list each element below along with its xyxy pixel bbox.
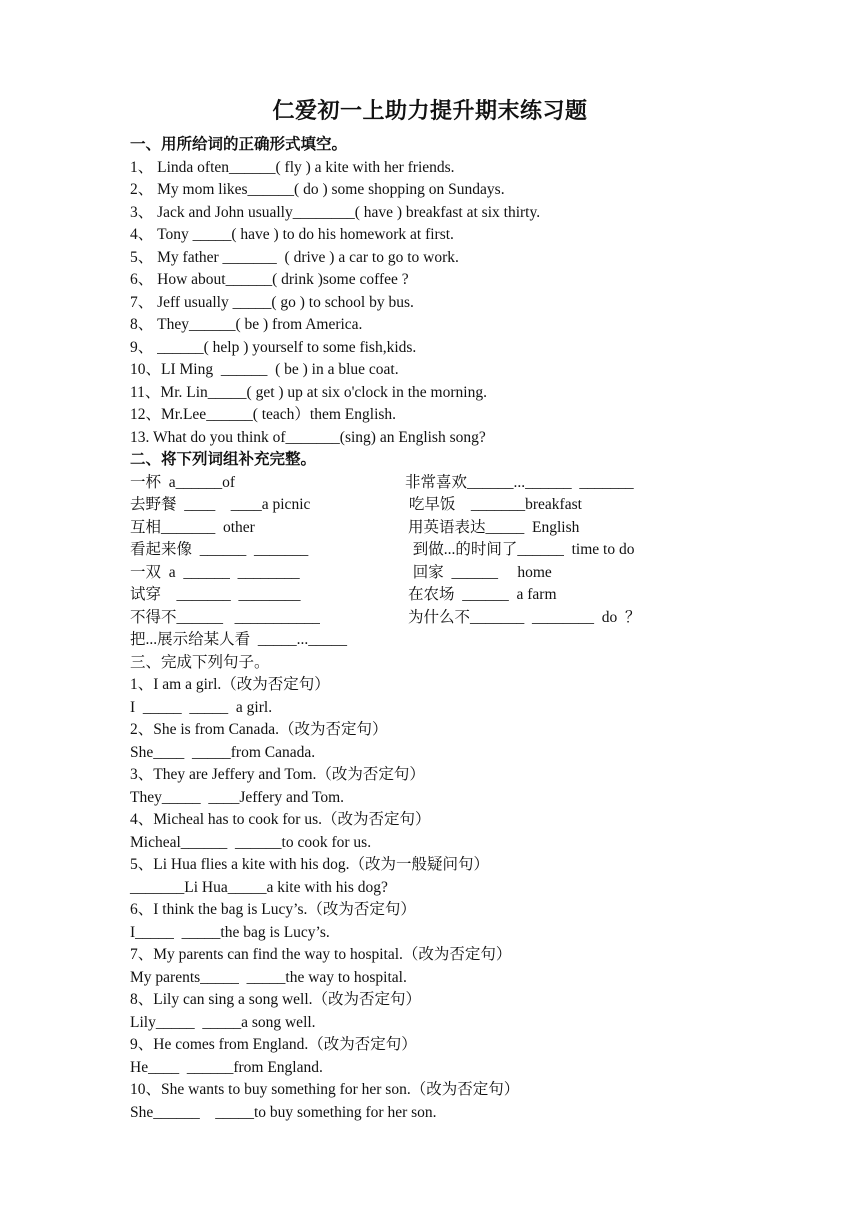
phrase-left: 看起来像 ______ _______ (130, 541, 309, 558)
phrase-left: 把...展示给某人看 _____..._____ (130, 631, 348, 648)
list-item: 5、 My father _______ ( drive ) a car to go to work. (130, 249, 459, 266)
phrase-right: 用英语表达_____ English (408, 519, 580, 536)
phrase-right: 到做...的时间了______ time to do (405, 541, 635, 558)
list-item: 6、 How about______( drink )some coffee ? (130, 271, 409, 288)
list-item: 9、 ______( help ) yourself to some fish,kids. (130, 339, 417, 356)
list-item: 7、 Jeff usually _____( go ) to school by bus. (130, 294, 414, 311)
section3-heading: 三、完成下列句子。 (130, 654, 270, 671)
phrase-left: 不得不______ ___________ (130, 609, 320, 626)
phrase-left: 一杯 a______of (130, 474, 236, 491)
phrase-right: 为什么不_______ ________ do ？ (408, 609, 641, 626)
answer-line: They_____ ____Jeffery and Tom. (130, 789, 345, 806)
list-item: 1、I am a girl.（改为否定句） (130, 676, 330, 693)
list-item: 3、They are Jeffery and Tom.（改为否定句） (130, 766, 425, 783)
answer-line: She____ _____from Canada. (130, 744, 316, 761)
list-item: 2、 My mom likes______( do ) some shopping on Sundays. (130, 181, 505, 198)
list-item: 4、 Tony _____( have ) to do his homework at first. (130, 226, 454, 243)
list-item: 6、I think the bag is Lucy’s.（改为否定句） (130, 901, 416, 918)
list-item: 13. What do you think of_______(sing) an English song? (130, 429, 486, 446)
answer-line: My parents_____ _____the way to hospital. (130, 969, 407, 986)
list-item: 1、 Linda often______( fly ) a kite with her friends. (130, 159, 455, 176)
list-item: 5、Li Hua flies a kite with his dog.（改为一般疑问句） (130, 856, 490, 873)
phrase-left: 试穿 _______ ________ (130, 586, 301, 603)
list-item: 4、Micheal has to cook for us.（改为否定句） (130, 811, 431, 828)
list-item: 7、My parents can find the way to hospital.（改为否定句） (130, 946, 512, 963)
section1-heading: 一、用所给词的正确形式填空。 (130, 136, 348, 153)
answer-line: He____ ______from England. (130, 1059, 323, 1076)
phrase-right: 非常喜欢______...______ _______ (405, 474, 634, 491)
list-item: 8、Lily can sing a song well.（改为否定句） (130, 991, 422, 1008)
list-item: 12、Mr.Lee______( teach）them English. (130, 406, 397, 423)
phrase-right: 回家 ______ home (405, 564, 552, 581)
answer-line: Micheal______ ______to cook for us. (130, 834, 372, 851)
phrase-left: 互相_______ other (130, 519, 255, 536)
answer-line: Lily_____ _____a song well. (130, 1014, 316, 1031)
list-item: 11、Mr. Lin_____( get ) up at six o'clock in the morning. (130, 384, 487, 401)
answer-line: I_____ _____the bag is Lucy’s. (130, 924, 330, 941)
list-item: 3、 Jack and John usually________( have ) breakfast at six thirty. (130, 204, 541, 221)
phrase-left: 一双 a ______ ________ (130, 564, 300, 581)
list-item: 10、LI Ming ______ ( be ) in a blue coat. (130, 361, 399, 378)
list-item: 10、She wants to buy something for her son.（改为否定句） (130, 1081, 520, 1098)
list-item: 8、 They______( be ) from America. (130, 316, 363, 333)
answer-line: I _____ _____ a girl. (130, 699, 273, 716)
phrase-right: 在农场 ______ a farm (408, 586, 557, 603)
list-item: 2、She is from Canada.（改为否定句） (130, 721, 388, 738)
section2-heading: 二、将下列词组补充完整。 (130, 451, 317, 468)
list-item: 9、He comes from England.（改为否定句） (130, 1036, 417, 1053)
phrase-left: 去野餐 ____ ____a picnic (130, 496, 311, 513)
answer-line: _______Li Hua_____a kite with his dog? (130, 879, 388, 896)
phrase-right: 吃早饭 _______breakfast (405, 496, 582, 513)
answer-line: She______ _____to buy something for her son. (130, 1104, 437, 1121)
page-title: 仁爱初一上助力提升期末练习题 (272, 98, 588, 123)
